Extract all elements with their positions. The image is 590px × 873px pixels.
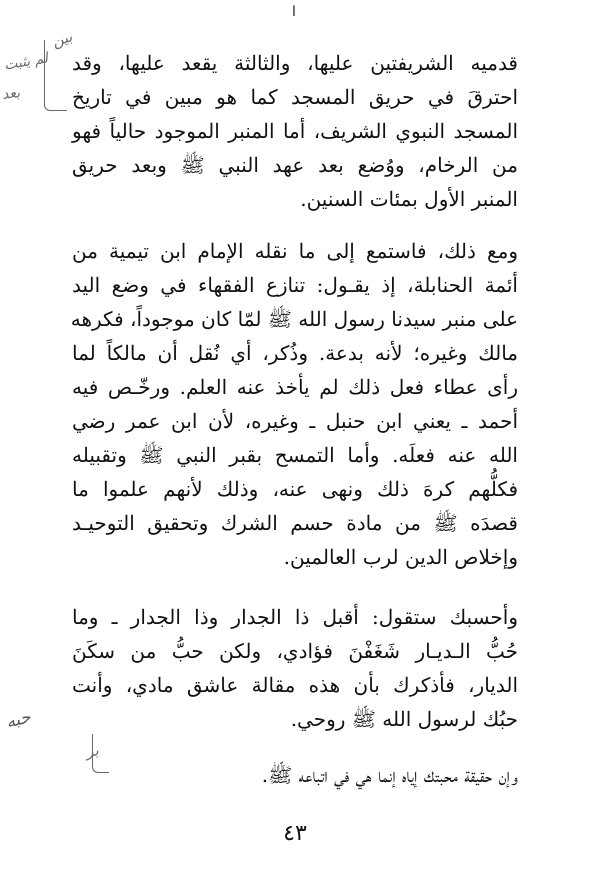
text-line: فكلُّهم كرهَ ذلك ونهى عنه، وذلك لأنهم علموا ما	[72, 477, 518, 501]
text-line: الديار، فأذكرك بأن هذه مقالة عاشق مادي، وأنت	[72, 673, 518, 697]
text-line: أحمد ـ يعني ابن حنبل ـ وغيره، لأن ابن عمر رضي	[72, 409, 518, 433]
handwritten-note-top-2: لم يثبت	[2, 50, 50, 74]
handwritten-note-bottom-2: بر	[84, 741, 100, 761]
text-line: احترقَ في حريق المسجد كما هو مبين في تاريخ	[72, 85, 518, 109]
text-line: ومع ذلك، فاستمع إلى ما نقله الإمام ابن تيمية من	[72, 239, 518, 263]
text-line: المنبر الأول بمئات السنين.	[300, 187, 518, 211]
handwritten-bracket-top	[44, 40, 67, 111]
text-line: حبُك لرسول الله ﷺ روحي.	[290, 707, 518, 731]
handwritten-note-top: بين	[49, 27, 75, 51]
page-number: ٤٣	[283, 821, 307, 846]
handwritten-note-bottom: حبه	[3, 707, 33, 733]
text-line: المسجد النبوي الشريف، أما المنبر الموجود حالياً فهو	[72, 119, 518, 143]
text-line: قدميه الشريفتين عليها، والثالثة يقعد عليها، وقد	[72, 51, 518, 75]
text-line: على منبر سيدنا رسول الله ﷺ لمّا كان موجوداً، فكرهه	[70, 307, 518, 331]
handwritten-note-top-3: بعد	[1, 85, 21, 103]
text-line: وإخلاص الدين لرب العالمين.	[283, 545, 518, 569]
text-line: رأى عطاء فعل ذلك لم يأخذ عنه العلم. ورخّـص فيه	[72, 375, 518, 399]
text-line: مالك وغيره؛ لأنه بدعة. وذُكر، أي نُقل أن مالكاً لما	[72, 341, 518, 365]
text-line: حُبُّ الـديـار شَغَفْنَ فؤادي، ولكن حبُّ من سكَنَ	[72, 639, 518, 663]
page-top-mark: ا	[292, 4, 296, 20]
paragraph-2	[72, 234, 518, 574]
text-line: وأحسبك ستقول: أقبل ذا الجدار وذا الجدار ـ وما	[72, 605, 518, 629]
text-line: الله عنه فعلَه. وأما التمسح بقبر النبي ﷺ وتقبيله	[72, 443, 518, 467]
text-line: وإن حقيقة محبتك إياه إنما هي في اتباعه ﷺ.	[261, 763, 518, 787]
paragraph-4	[72, 758, 518, 792]
paragraph-1	[72, 46, 518, 216]
text-line: أئمة الحنابلة، إذ يقـول: تنازع الفقهاء في وضع اليد	[72, 273, 518, 297]
text-line: قصدَه ﷺ من مادة حسم الشرك وتحقيق التوحيـد	[72, 511, 518, 535]
text-line: من الرخام، ووُضع بعد عهد النبي ﷺ وبعد حريق	[72, 153, 518, 177]
paragraph-3	[72, 600, 518, 736]
